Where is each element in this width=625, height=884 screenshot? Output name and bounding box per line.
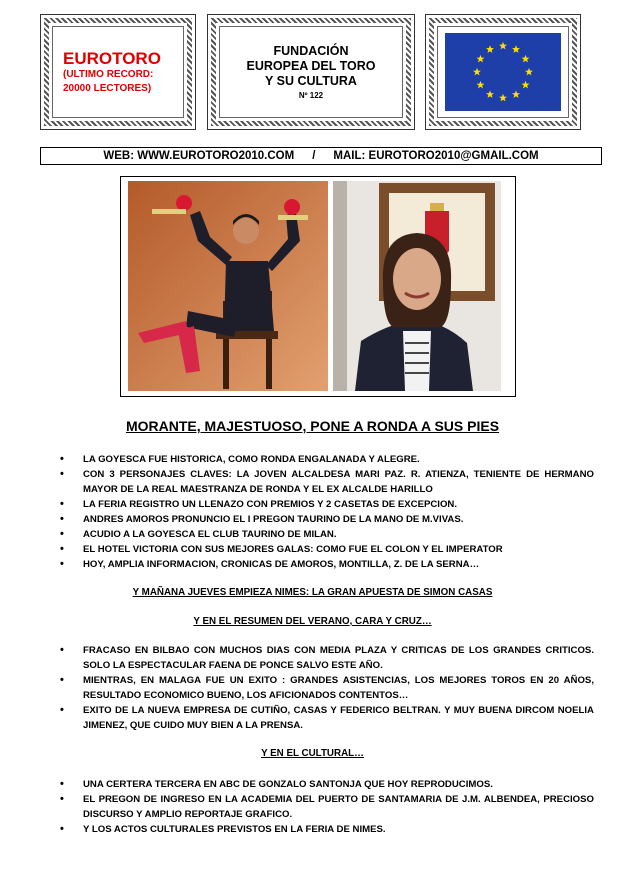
photo-panel	[120, 176, 516, 397]
brand-record-line-2: 20000 LECTORES)	[63, 82, 152, 94]
list-item: • CON 3 PERSONAJES CLAVES: LA JOVEN ALCALDESA MARI PAZ. R. ATIENZA, TENIENTE DE HERMANO MAYOR DE LA REAL MAESTRANZA DE RONDA Y EL EX ALCALDE HARILLO	[60, 467, 594, 497]
main-headline: MORANTE, MAJESTUOSO, PONE A RONDA A SUS PIES	[125, 418, 500, 434]
issue-number: Nº 122	[298, 91, 324, 100]
list-item: • HOY, AMPLIA INFORMACION, CRONICAS DE AMOROS, MONTILLA, Z. DE LA SERNA…	[60, 557, 594, 572]
summer-summary-subheading: Y EN EL RESUMEN DEL VERANO, CARA Y CRUZ…	[193, 616, 432, 627]
list-item: • LA FERIA REGISTRO UN LLENAZO CON PREMIOS Y 2 CASETAS DE EXCEPCION.	[60, 497, 594, 512]
nimes-subheading: Y MAÑANA JUEVES EMPIEZA NIMES: LA GRAN APUESTA DE SIMON CASAS	[132, 587, 493, 598]
brand-record-line-1: (ULTIMO RECORD:	[63, 68, 154, 80]
foundation-line-1: FUNDACIÓN	[273, 44, 349, 58]
list-item: • Y LOS ACTOS CULTURALES PREVISTOS EN LA FERIA DE NIMES.	[60, 822, 594, 837]
news-bullet-list	[60, 452, 594, 572]
list-item: • EXITO DE LA NUEVA EMPRESA DE CUTIÑO, CASAS Y FEDERICO BELTRAN. Y MUY BUENA DIRCOM NOELIA JIMENEZ, QUE CUIDO MUY BIEN A LA PRENSA.	[60, 703, 594, 733]
eurotoro-logo-box	[40, 14, 196, 130]
summer-bullet-list	[60, 643, 594, 733]
cultural-subheading: Y EN EL CULTURAL…	[261, 748, 364, 759]
list-item: • EL PREGON DE INGRESO EN LA ACADEMIA DEL PUERTO DE SANTAMARIA DE J.M. ALBENDEA, PRECIOSO DISCURSO Y AMPLIO REPORTAJE GRAFICO.	[60, 792, 594, 822]
bullfighter-photo	[128, 181, 328, 391]
list-item: • EL HOTEL VICTORIA CON SUS MEJORES GALAS: COMO FUE EL COLON Y EL IMPERATOR	[60, 542, 594, 557]
eu-flag-icon	[445, 33, 561, 111]
foundation-line-3: Y SU CULTURA	[265, 74, 357, 88]
mayor-photo	[333, 181, 501, 391]
contact-separator: /	[312, 150, 316, 162]
email-link[interactable]: MAIL: EUROTORO2010@GMAIL.COM	[333, 150, 539, 162]
list-item: • UNA CERTERA TERCERA EN ABC DE GONZALO SANTONJA QUE HOY REPRODUCIMOS.	[60, 777, 594, 792]
contact-bar	[40, 147, 602, 165]
list-item: • ANDRES AMOROS PRONUNCIO EL I PREGON TAURINO DE LA MANO DE M.VIVAS.	[60, 512, 594, 527]
foundation-box	[207, 14, 415, 130]
list-item: • LA GOYESCA FUE HISTORICA, COMO RONDA ENGALANADA Y ALEGRE.	[60, 452, 594, 467]
foundation-line-2: EUROPEA DEL TORO	[246, 59, 376, 73]
website-link[interactable]: WEB: WWW.EUROTORO2010.COM	[103, 150, 295, 162]
list-item: • ACUDIO A LA GOYESCA EL CLUB TAURINO DE MILAN.	[60, 527, 594, 542]
list-item: • MIENTRAS, EN MALAGA FUE UN EXITO : GRANDES ASISTENCIAS, LOS MEJORES TOROS EN 20 AÑOS, RESULTADO ECONOMICO BUENO, LOS AFICIONADOS CONTENTOS…	[60, 673, 594, 703]
cultural-bullet-list	[60, 777, 594, 837]
list-item: • FRACASO EN BILBAO CON MUCHOS DIAS CON MEDIA PLAZA Y CRITICAS DE LOS GRANDES CRITICOS. SOLO LA ESPECTACULAR FAENA DE PONCE SALVO ESTE AÑO.	[60, 643, 594, 673]
eu-flag-box	[425, 14, 581, 130]
brand-title: EUROTORO	[63, 48, 161, 68]
